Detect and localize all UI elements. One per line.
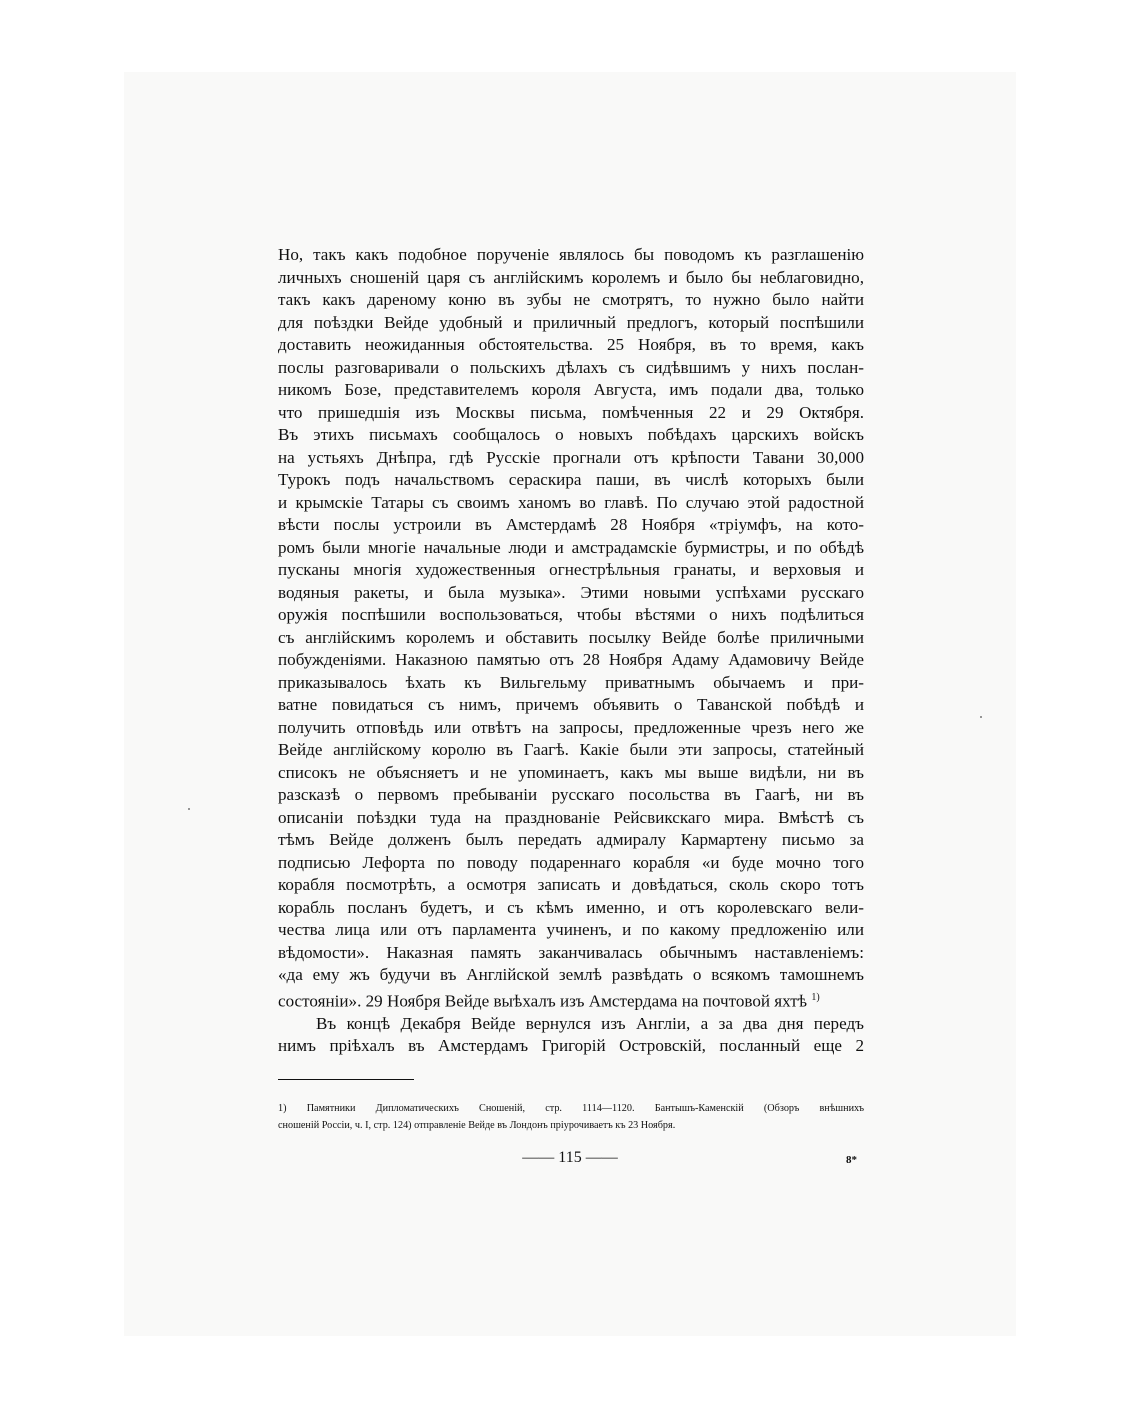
body-line: разсказѣ о первомъ пребываніи русскаго посольства въ Гаагѣ, ни въ bbox=[278, 785, 864, 804]
body-line: нимъ пріѣхалъ въ Амстердамъ Григорій Островскій, посланный еще 2 bbox=[278, 1036, 864, 1056]
body-line: оружія поспѣшили воспользоваться, чтобы вѣстями о нихъ подѣлиться bbox=[278, 605, 864, 624]
body-line: ватне повидаться съ нимъ, причемъ объявить о Таванской побѣдѣ и bbox=[278, 695, 864, 714]
footnote-separator bbox=[278, 1079, 414, 1080]
body-line: «да ему жъ будучи въ Англійской землѣ развѣдать о всякомъ тамошнемъ bbox=[278, 965, 864, 984]
body-line: что пришедшія изъ Москвы письма, помѣченныя 22 и 29 Октября. bbox=[278, 402, 864, 422]
body-line: послы разговаривали о польскихъ дѣлахъ съ сидѣвшимъ у нихъ послан- bbox=[278, 357, 864, 377]
body-line: такъ какъ дареному коню въ зубы не смотрятъ, то нужно было найти bbox=[278, 290, 864, 309]
body-line: побужденіями. Наказною памятью отъ 28 Ноября Адаму Адамовичу Вейде bbox=[278, 650, 864, 669]
body-line: Турокъ подъ начальствомъ сераскира паши, въ числѣ которыхъ были bbox=[278, 470, 864, 489]
footnote-line: 1) Памятники Дипломатическихъ Сношеній, стр. 1114—1120. Бантышъ-Каменскій (Обзоръ внѣшнихъ bbox=[278, 1103, 864, 1114]
footnote-line: сношеній Россіи, ч. I, стр. 124) отправленіе Вейде въ Лондонъ пріурочиваетъ къ 23 Ноября. bbox=[278, 1120, 676, 1131]
body-line: личныхъ сношеній царя съ англійскимъ королемъ и было бы неблаговидно, bbox=[278, 267, 864, 287]
body-line-with-footnote-ref bbox=[278, 987, 864, 1013]
footnote bbox=[278, 1100, 864, 1134]
body-line: для поѣздки Вейде удобный и приличный предлогъ, который поспѣшили bbox=[278, 312, 864, 332]
body-line: подписью Лефорта по поводу подареннаго корабля «и буде мочно того bbox=[278, 852, 864, 872]
body-line: пусканы многія художественныя огнестрѣльныя гранаты, и верховыя и bbox=[278, 560, 864, 579]
body-line: тѣмъ Вейде долженъ былъ передать адмиралу Кармартену письмо за bbox=[278, 830, 864, 849]
body-line: описаніи поѣздки туда на празднованіе Рейсвикскаго мира. Вмѣстѣ съ bbox=[278, 807, 864, 827]
body-line: водяныя ракеты, и была музыка». Этими новыми успѣхами русскаго bbox=[278, 582, 864, 602]
body-line: съ англійскимъ королемъ и обставить посылку Вейде болѣе приличными bbox=[278, 627, 864, 647]
body-line: на устьяхъ Днѣпра, гдѣ Русскіе прогнали отъ крѣпости Тавани 30,000 bbox=[278, 447, 864, 467]
signature-mark: 8* bbox=[846, 1154, 857, 1166]
scan-speck bbox=[980, 716, 982, 718]
body-text bbox=[278, 244, 864, 1058]
body-line-text: состояніи». 29 Ноября Вейде выѣхалъ изъ Амстердама на почтовой яхтѣ bbox=[278, 991, 808, 1011]
scan-speck bbox=[188, 808, 190, 810]
body-line: вѣсти послы устроили въ Амстердамѣ 28 Ноября «тріумфъ, на кото- bbox=[278, 515, 864, 534]
body-line: чества лица или отъ парламента учиненъ, и по какому предложенію или bbox=[278, 920, 864, 939]
footnote-reference: 1) bbox=[811, 991, 820, 1003]
body-line: Въ концѣ Декабря Вейде вернулся изъ Англіи, а за два дня передъ bbox=[316, 1013, 864, 1033]
body-line: приказывалось ѣхать къ Вильгельму приватнымъ обычаемъ и при- bbox=[278, 672, 864, 692]
body-line: ромъ были многіе начальные люди и амстрадамскіе бурмистры, и по обѣдѣ bbox=[278, 537, 864, 557]
body-line: корабля посмотрѣть, а осмотря записать и довѣдаться, сколь скоро тотъ bbox=[278, 875, 864, 894]
body-line: получить отповѣдь или отвѣтъ на запросы, предложенные чрезъ него же bbox=[278, 717, 864, 737]
page-number: —— 115 —— bbox=[522, 1149, 618, 1166]
body-line: вѣдомости». Наказная память заканчивалась обычнымъ наставленіемъ: bbox=[278, 942, 864, 962]
body-line: доставить неожиданныя обстоятельства. 25 Ноября, въ то время, какъ bbox=[278, 335, 864, 354]
body-line: никомъ Бозе, представителемъ короля Августа, имъ подали два, только bbox=[278, 380, 864, 399]
body-line: списокъ не объясняетъ и не упоминаетъ, какъ мы выше видѣли, ни въ bbox=[278, 762, 864, 782]
body-line: Но, такъ какъ подобное порученіе являлось бы поводомъ къ разглашенію bbox=[278, 245, 864, 264]
body-line: и крымскіе Татары съ своимъ ханомъ во главѣ. По случаю этой радостной bbox=[278, 492, 864, 512]
body-line: Вейде англійскому королю въ Гаагѣ. Какіе были эти запросы, статейный bbox=[278, 740, 864, 759]
body-line: Въ этихъ письмахъ сообщалось о новыхъ побѣдахъ царскихъ войскъ bbox=[278, 425, 864, 444]
body-line: корабль посланъ будетъ, и съ кѣмъ именно, и отъ королевскаго вели- bbox=[278, 897, 864, 917]
